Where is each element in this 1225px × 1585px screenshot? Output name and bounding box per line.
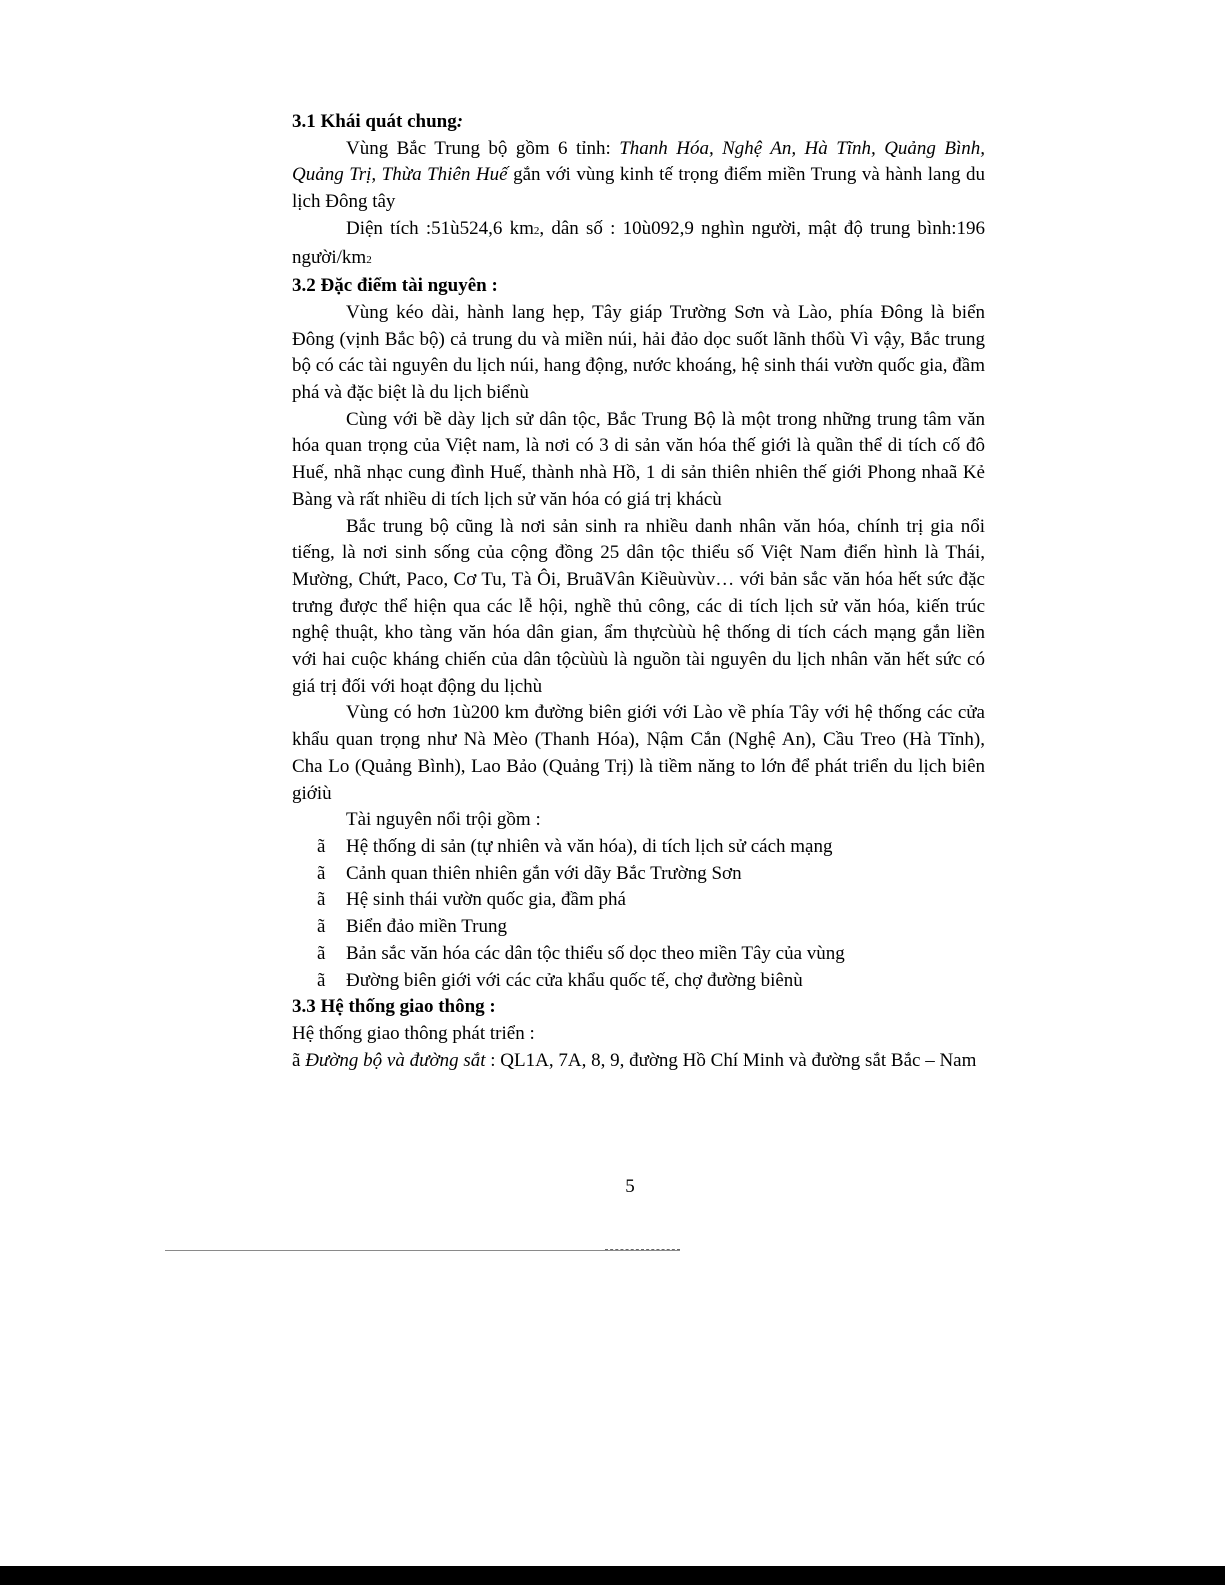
bullet-mark: ã [317, 916, 326, 938]
transport-item-label: Đường bộ và đường sắt [305, 1049, 486, 1071]
bullet-mark: ã [317, 969, 326, 991]
bullet-mark: ã [317, 862, 326, 884]
section-3-2-heading: 3.2 Đặc điểm tài nguyên : [292, 275, 498, 297]
section-3-1-heading: 3.1 Khái quát chung: [292, 111, 464, 132]
section-3-2-paragraph-1: Vùng kéo dài, hành lang hẹp, Tây giáp Trường Sơn và Lào, phía Đông là biển Đông (vịnh Bắc bộ) cả trung du và miền núi, hải đảo dọc suốt lãnh thổù Vì vậy, Bắc trung bộ có các tài nguyên du lịch núi, hang động, nước khoáng, hệ sinh thái vườn quốc gia, đầm phá và đặc biệt là du lịch biểnù [292, 301, 985, 404]
list-item: ã Hệ sinh thái vườn quốc gia, đầm phá [292, 887, 985, 914]
section-3-1-area-paragraph: Diện tích :51ù524,6 km2, dân số : 10ù092,9 nghìn người, mật độ trung bình:196 người/km2 [292, 217, 985, 268]
section-3-3-intro: Hệ thống giao thông phát triển : [292, 1022, 535, 1044]
bullet-mark: ã [317, 835, 326, 857]
list-item: ã Hệ thống di sản (tự nhiên và văn hóa), di tích lịch sử cách mạng [292, 834, 985, 861]
section-3-2-paragraph-4: Vùng có hơn 1ù200 km đường biên giới với Lào về phía Tây với hệ thống các cửa khẩu quan trọng như Nà Mèo (Thanh Hóa), Nậm Cắn (Nghệ An), Cầu Treo (Hà Tĩnh), Cha Lo (Quảng Bình), Lao Bảo (Quảng Trị) là tiềm năng to lớn để phát triển du lịch biên giớiù [292, 702, 985, 804]
footer-divider-dashed [605, 1249, 680, 1250]
list-item: ã Bản sắc văn hóa các dân tộc thiểu số dọc theo miền Tây của vùng [292, 941, 985, 968]
section-3-1-provinces-paragraph: Vùng Bắc Trung bộ gồm 6 tỉnh: Thanh Hóa, Nghệ An, Hà Tĩnh, Quảng Bình, Quảng Trị, Thừa Thiên Huế gắn với vùng kinh tế trọng điểm miền Trung và hành lang du lịch Đông tây [292, 137, 985, 213]
province-list: Thanh Hóa, Nghệ An, Hà Tĩnh, Quảng Bình, Quảng Trị, Thừa Thiên Huế [292, 137, 985, 186]
resource-list-intro: Tài nguyên nổi trội gồm : [346, 809, 541, 831]
section-3-3-heading: 3.3 Hệ thống giao thông : [292, 996, 496, 1018]
list-item: ã Biển đảo miền Trung [292, 914, 985, 941]
list-item: ã Cảnh quan thiên nhiên gắn với dãy Bắc Trường Sơn [292, 861, 985, 888]
page-number: 5 [625, 1176, 635, 1197]
transport-item: ã Đường bộ và đường sắt : QL1A, 7A, 8, 9, đường Hồ Chí Minh và đường sắt Bắc – Nam [292, 1049, 977, 1071]
section-3-2-paragraph-3: Bắc trung bộ cũng là nơi sản sinh ra nhiều danh nhân văn hóa, chính trị gia nổi tiếng, là nơi sinh sống của cộng đồng 25 dân tộc thiểu số Việt Nam điển hình là Thái, Mường, Chứt, Paco, Cơ Tu, Tà Ôi, BruãVân Kiềuùvùv… với bản sắc văn hóa hết sức đặc trưng được thể hiện qua các lễ hội, nghề thủ công, các di tích lịch sử văn hóa, kiến trúc nghệ thuật, kho tàng văn hóa dân gian, ẩm thựcùùù hệ thống di tích cách mạng gắn liền với hai cuộc kháng chiến của dân tộcùùù là nguồn tài nguyên du lịch nhân văn hết sức có giá trị đối với hoạt động du lịchù [292, 515, 985, 697]
bullet-mark: ã [317, 942, 326, 964]
bottom-edge-band [0, 1566, 1225, 1585]
bullet-mark: ã [317, 889, 326, 911]
resource-list [292, 834, 985, 994]
footer-divider [165, 1250, 680, 1251]
list-item: ã Đường biên giới với các cửa khẩu quốc tế, chợ đường biênù [292, 968, 985, 995]
section-3-2-paragraph-2: Cùng với bề dày lịch sử dân tộc, Bắc Trung Bộ là một trong những trung tâm văn hóa quan trọng của Việt nam, là nơi có 3 di sản văn hóa thế giới là quần thể di tích cố đô Huế, nhã nhạc cung đình Huế, thành nhà Hồ, 1 di sản thiên nhiên thế giới Phong nhaã Kẻ Bàng và rất nhiều di tích lịch sử văn hóa có giá trị khácù [292, 408, 985, 510]
page-body [292, 109, 985, 1074]
